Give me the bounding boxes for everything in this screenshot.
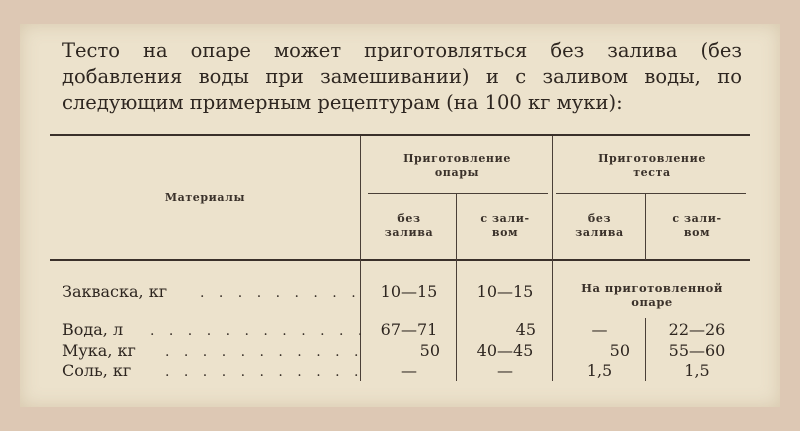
cell-flour-4: 55—60 — [668, 341, 726, 360]
cell-starter-1: 10—15 — [380, 282, 438, 301]
col-divider-sub3-body — [645, 318, 646, 381]
row-leader-dots: . . . . . . . . . — [200, 285, 361, 301]
row-label-starter: Закваска, кг — [62, 282, 168, 301]
cell-water-1: 67—71 — [380, 320, 438, 339]
cell-salt-3: 1,5 — [586, 361, 613, 380]
materials-header: Материалы — [164, 191, 246, 204]
col-divider-groups — [552, 136, 553, 381]
intro-line-2: добавления воды при замешивании) и с заливом воды, по — [62, 65, 742, 88]
intro-line-1: Тесто на опаре может приготовляться без залива (без — [62, 39, 742, 62]
cell-salt-1: — — [401, 361, 417, 380]
cell-water-3: — — [591, 320, 608, 339]
cell-flour-2: 40—45 — [476, 341, 534, 360]
sub-header-with-water-2: с зали- вом — [672, 212, 722, 239]
sub-header-without-water-2: без залива — [575, 212, 624, 239]
cell-salt-2: — — [497, 361, 513, 380]
cell-flour-3: 50 — [609, 341, 630, 360]
cell-starter-2: 10—15 — [476, 282, 534, 301]
group1-underline — [368, 193, 548, 194]
table-top-rule — [50, 134, 750, 136]
group1-header: Приготовление опары — [403, 152, 511, 179]
row-label-salt: Соль, кг — [62, 361, 132, 380]
note-prepared-on-sponge: На приготовленной опаре — [581, 281, 723, 309]
intro-paragraph — [62, 38, 742, 116]
cell-salt-4: 1,5 — [684, 361, 710, 380]
intro-line-3: следующим примерным рецептурам (на 100 кг муки): — [62, 91, 623, 114]
row-label-flour: Мука, кг — [62, 341, 136, 360]
cell-water-4: 22—26 — [668, 320, 726, 339]
sub-header-with-water-1: с зали- вом — [480, 212, 530, 239]
group2-header: Приготовление теста — [598, 152, 706, 179]
row-leader-dots: . . . . . . . . . . . — [165, 344, 364, 360]
sub-header-without-water-1: без залива — [384, 212, 434, 239]
col-divider-sub1 — [456, 194, 457, 381]
col-divider-sub3-head — [645, 194, 646, 260]
row-leader-dots: . . . . . . . . . . . — [165, 364, 364, 380]
row-label-water: Вода, л — [62, 320, 124, 339]
cell-water-2: 45 — [515, 320, 536, 339]
row-leader-dots: . . . . . . . . . . . . — [150, 323, 368, 339]
group2-underline — [556, 193, 746, 194]
cell-flour-1: 50 — [419, 341, 440, 360]
